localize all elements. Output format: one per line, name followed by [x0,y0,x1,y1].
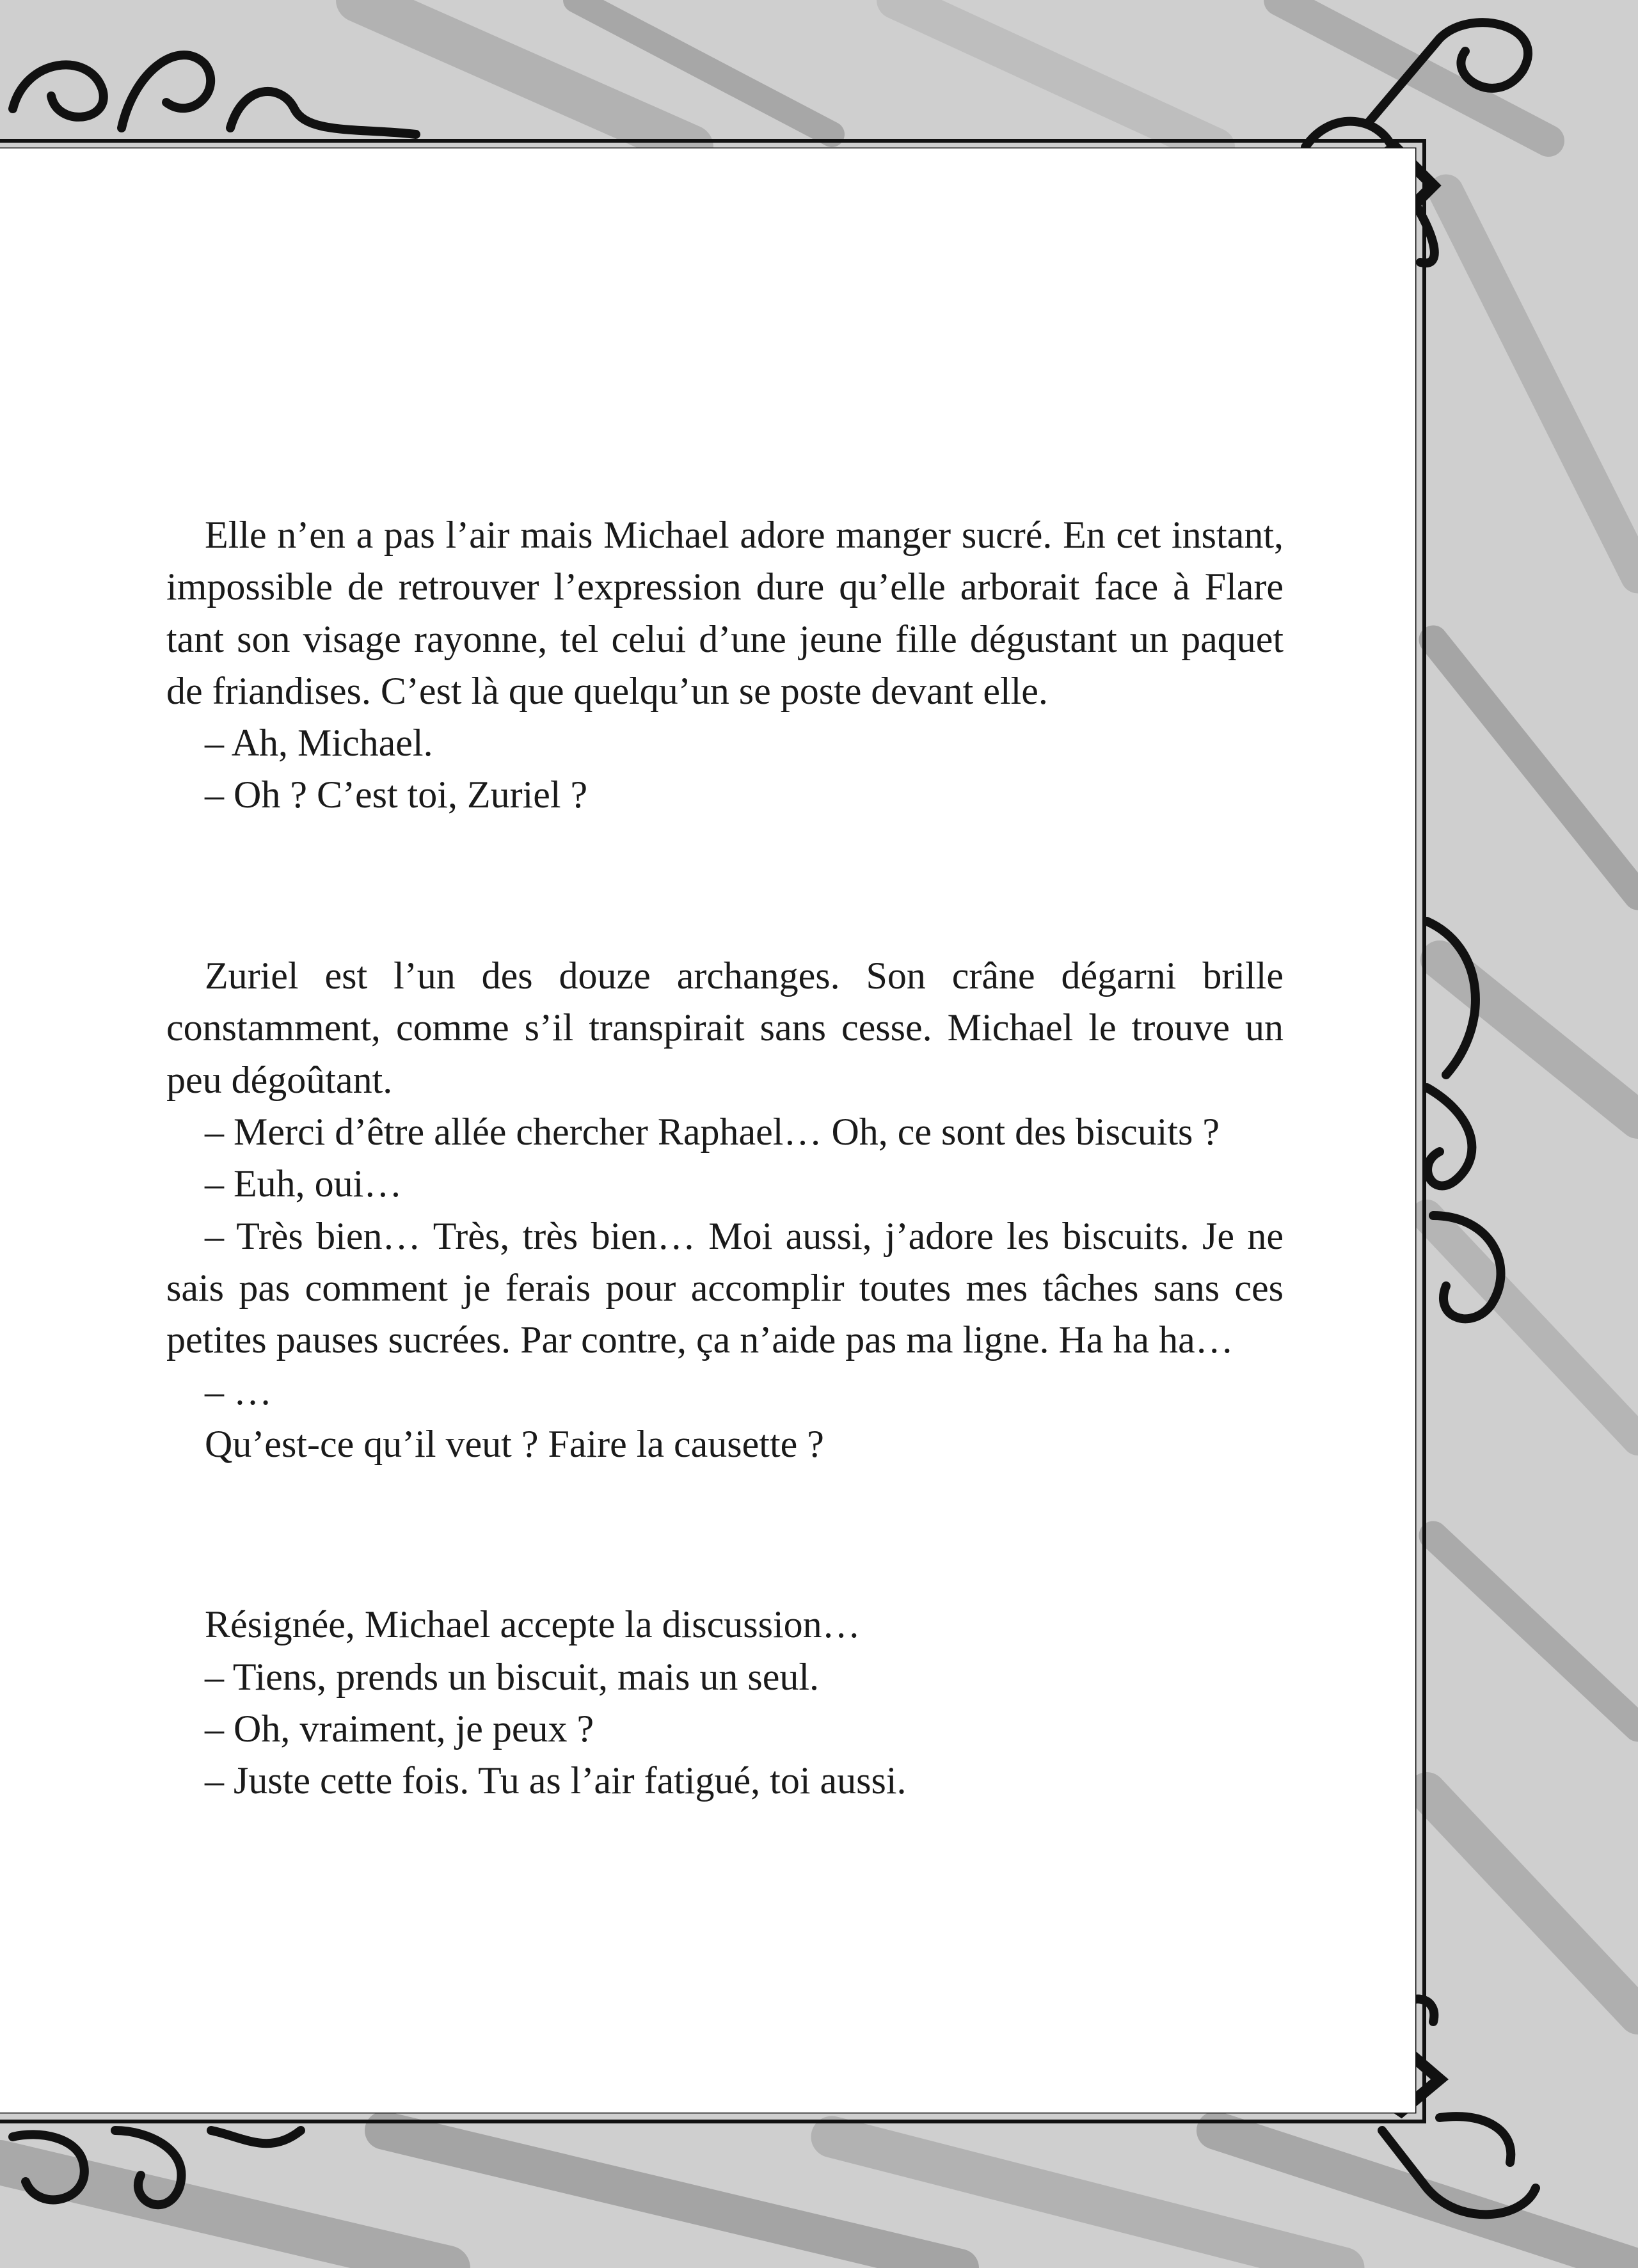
dialogue-line: – … [205,1370,272,1413]
dialogue-line: – Oh ? C’est toi, Zuriel ? [205,773,588,816]
dialogue-line: – Merci d’être allée chercher Raphael… Oh, ce sont des biscuits ? [205,1110,1220,1153]
dialogue-line: – Oh, vraiment, je peux ? [205,1707,594,1750]
story-text [166,509,1284,1807]
dialogue-line: – Tiens, prends un biscuit, mais un seul. [205,1655,820,1698]
dialogue-line: – Très bien… Très, très bien… Moi aussi, j’adore les biscuits. Je ne sais pas comment je ferais pour accomplir toutes mes tâches sans ces petites pauses sucrées. Par contre, ça n’aide pas ma ligne. Ha ha ha… [166,1214,1284,1361]
dialogue-line: – Ah, Michael. [205,722,433,765]
paragraph-gap [166,1509,1284,1560]
paragraph-gap [166,860,1284,912]
dialogue-line: Résignée, Michael accepte la discussion… [205,1603,861,1646]
dialogue-line: Qu’est-ce qu’il veut ? Faire la causette ? [205,1422,824,1465]
dialogue-line: – Euh, oui… [205,1162,402,1205]
narration-paragraph: Elle n’en a pas l’air mais Michael adore manger sucré. En cet instant, impossible de retrouver l’expression dure qu’elle arborait face à Flare tant son visage rayonne, tel celui d’une jeune fille dégustant un paquet de friandises. C’est là que quelqu’un se poste devant elle. [166,514,1284,712]
dialogue-line: – Juste cette fois. Tu as l’air fatigué, toi aussi. [205,1759,907,1802]
narration-paragraph: Zuriel est l’un des douze archanges. Son crâne dégarni brille constamment, comme s’il transpirait sans cesse. Michael le trouve un peu dégoûtant. [166,955,1284,1101]
